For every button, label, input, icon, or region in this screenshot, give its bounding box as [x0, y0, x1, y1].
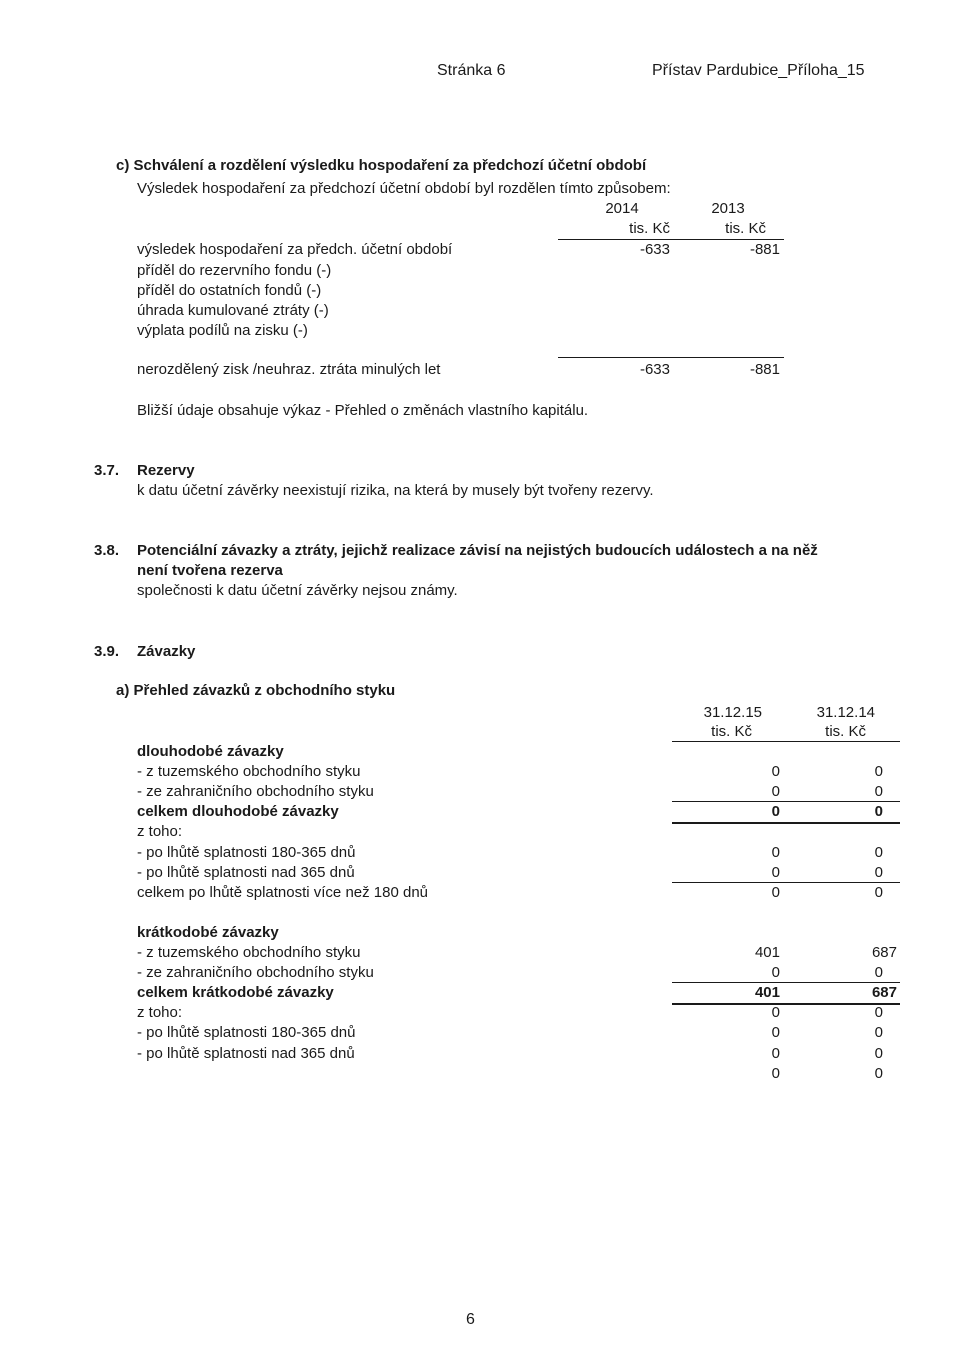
- table-cell-v2: 687: [871, 944, 897, 961]
- section-a-title: a) Přehled závazků z obchodního styku: [116, 682, 396, 699]
- table-row-label: - z tuzemského obchodního styku: [137, 944, 361, 961]
- table-row-label: úhrada kumulované ztráty (-): [137, 302, 329, 319]
- section-38-title-line2: není tvořena rezerva: [137, 562, 283, 579]
- col-unit-2: tis. Kč: [725, 220, 766, 237]
- col-unit-1: tis. Kč: [711, 723, 752, 740]
- table-cell-v1: 0: [771, 763, 780, 780]
- table-row-label: - ze zahraničního obchodního styku: [137, 964, 374, 981]
- col-unit-2: tis. Kč: [825, 723, 866, 740]
- section-37-text: k datu účetní závěrky neexistují rizika, na která by musely být tvořeny rezervy.: [137, 482, 654, 499]
- col-unit-1: tis. Kč: [629, 220, 670, 237]
- table-cell-v2: 0: [874, 1045, 883, 1062]
- document-title: Přístav Pardubice_Příloha_15: [652, 62, 865, 79]
- table-row-label: příděl do rezervního fondu (-): [137, 262, 332, 279]
- long-term-heading: dlouhodobé závazky: [137, 743, 284, 760]
- table-row-label: - po lhůtě splatnosti nad 365 dnů: [137, 1045, 355, 1062]
- table-cell-v1: 0: [771, 1024, 780, 1041]
- subtotal-cell-v1: 0: [771, 884, 780, 901]
- section-c-title: c) Schválení a rozdělení výsledku hospodaření za předchozí účetní období: [116, 157, 647, 174]
- page-number: 6: [466, 1311, 475, 1328]
- table-cell-v2: 0: [874, 964, 883, 981]
- section-37-title: Rezervy: [137, 462, 195, 479]
- table-row-label: - po lhůtě splatnosti 180-365 dnů: [137, 844, 356, 861]
- section-38-text: společnosti k datu účetní závěrky nejsou známy.: [137, 582, 458, 599]
- table-cell-v2: 0: [874, 1024, 883, 1041]
- col-year-2014: 2014: [605, 200, 639, 217]
- section-37-number: 3.7.: [94, 462, 120, 479]
- section-38-title: Potenciální závazky a ztráty, jejichž realizace závisí na nejistých budoucích událostech a na něž: [137, 542, 818, 559]
- header-rule: [672, 741, 900, 742]
- table-cell-v2: 0: [874, 844, 883, 861]
- table-row-label: - ze zahraničního obchodního styku: [137, 783, 374, 800]
- table-cell-v1: 0: [771, 864, 780, 881]
- page-label: Stránka 6: [437, 62, 506, 79]
- total-double-rule: [672, 822, 900, 824]
- total-row-label: celkem krátkodobé závazky: [137, 984, 334, 1001]
- total-cell-v2: 0: [874, 803, 883, 820]
- table-cell-v2: 0: [874, 1065, 883, 1082]
- table-cell-v1: 0: [771, 844, 780, 861]
- table-cell-v1: 0: [771, 783, 780, 800]
- total-cell-v1: 0: [771, 803, 780, 820]
- table-cell-v1: 401: [754, 944, 780, 961]
- total-cell-v1: -633: [639, 361, 670, 378]
- table-row-label: - po lhůtě splatnosti 180-365 dnů: [137, 1024, 356, 1041]
- section-c-intro: Výsledek hospodaření za předchozí účetní období byl rozdělen tímto způsobem:: [137, 180, 671, 197]
- table-cell-v1: 0: [771, 1065, 780, 1082]
- table-row-label: - z tuzemského obchodního styku: [137, 763, 361, 780]
- table-row-label: výplata podílů na zisku (-): [137, 322, 308, 339]
- col-year-2013: 2013: [711, 200, 745, 217]
- total-cell-v2: -881: [749, 361, 780, 378]
- total-rule: [558, 357, 784, 358]
- subtotal-row-label: celkem po lhůtě splatnosti více než 180 dnů: [137, 884, 429, 901]
- total-row-label: nerozdělený zisk /neuhraz. ztráta minulých let: [137, 361, 441, 378]
- table-cell-v1: 0: [771, 964, 780, 981]
- col-date-1: 31.12.15: [703, 704, 762, 721]
- col-date-2: 31.12.14: [816, 704, 875, 721]
- section-c-note: Bližší údaje obsahuje výkaz - Přehled o změnách vlastního kapitálu.: [137, 402, 589, 419]
- table-cell-v2: 0: [874, 864, 883, 881]
- table-cell-v2: 0: [874, 763, 883, 780]
- table-cell-v1: 0: [771, 1045, 780, 1062]
- table-cell-v2: -881: [749, 241, 780, 258]
- section-39-title: Závazky: [137, 643, 196, 660]
- section-38-number: 3.8.: [94, 542, 120, 559]
- subtotal-cell-v2: 0: [874, 884, 883, 901]
- short-term-heading: krátkodobé závazky: [137, 924, 279, 941]
- total-cell-v1: 401: [754, 984, 780, 1001]
- table-cell-v1: -633: [639, 241, 670, 258]
- table-cell-v2: 0: [874, 783, 883, 800]
- section-39-number: 3.9.: [94, 643, 120, 660]
- of-which-label: z toho:: [137, 1004, 183, 1021]
- table-cell-v1: 0: [771, 1004, 780, 1021]
- table-row-label: - po lhůtě splatnosti nad 365 dnů: [137, 864, 355, 881]
- table-row-label: výsledek hospodaření za předch. účetní období: [137, 241, 453, 258]
- table-cell-v2: 0: [874, 1004, 883, 1021]
- total-row-label: celkem dlouhodobé závazky: [137, 803, 339, 820]
- of-which-label: z toho:: [137, 823, 183, 840]
- total-cell-v2: 687: [871, 984, 897, 1001]
- table-row-label: příděl do ostatních fondů (-): [137, 282, 322, 299]
